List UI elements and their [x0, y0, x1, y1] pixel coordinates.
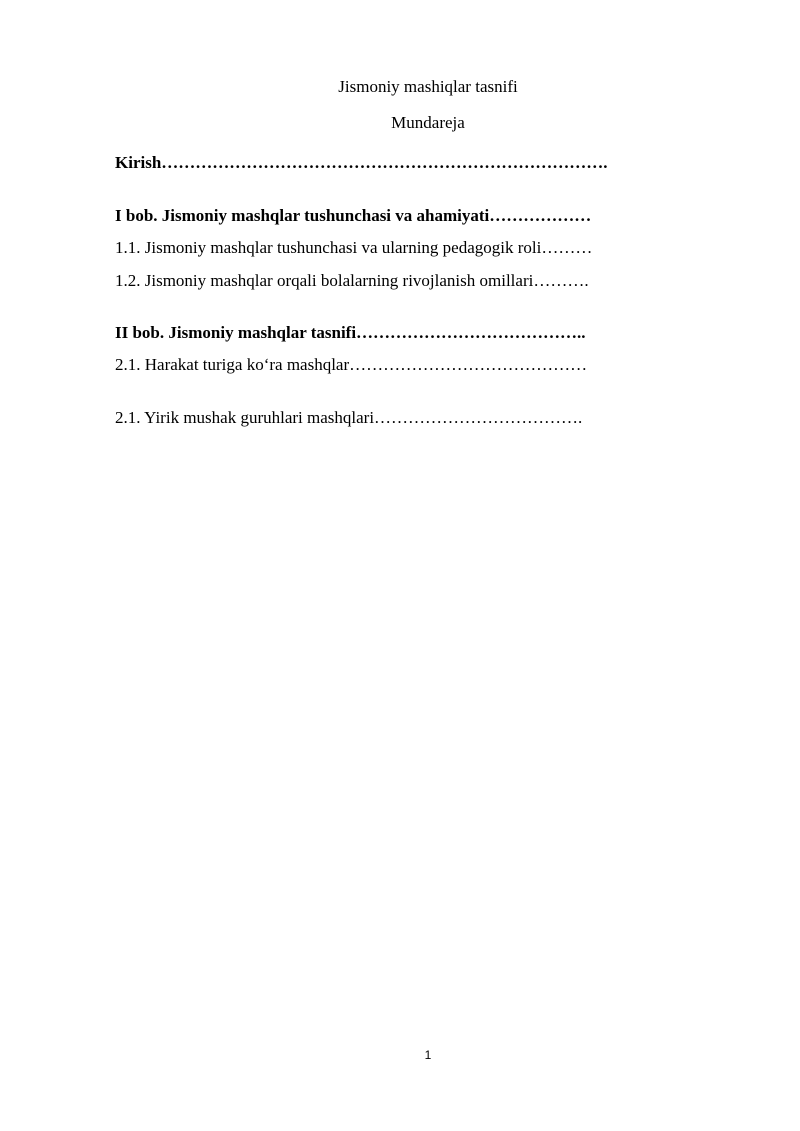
toc-item-introduction: Kirish……………………………………………………………………. — [115, 153, 608, 172]
toc-item-section-1-2: 1.2. Jismoniy mashqlar orqali bolalarning rivojlanish omillari………. — [115, 271, 589, 290]
toc-item-chapter-2: II bob. Jismoniy mashqlar tasnifi………………………………….. — [115, 323, 586, 342]
toc-item-section-1-1: 1.1. Jismoniy mashqlar tushunchasi va ularning pedagogik roli……… — [115, 238, 593, 257]
toc-item-section-2-1: 2.1. Harakat turiga ko‘ra mashqlar…………………………………… — [115, 355, 588, 374]
toc-item-section-2-1-muscle-groups: 2.1. Yirik mushak guruhlari mashqlari………………………………. — [115, 408, 583, 427]
toc-item-chapter-1: I bob. Jismoniy mashqlar tushunchasi va ahamiyati……………… — [115, 206, 592, 225]
page-number: 1 — [424, 1048, 432, 1062]
toc-heading: Mundareja — [391, 113, 465, 132]
document-title: Jismoniy mashiqlar tasnifi — [338, 77, 518, 96]
